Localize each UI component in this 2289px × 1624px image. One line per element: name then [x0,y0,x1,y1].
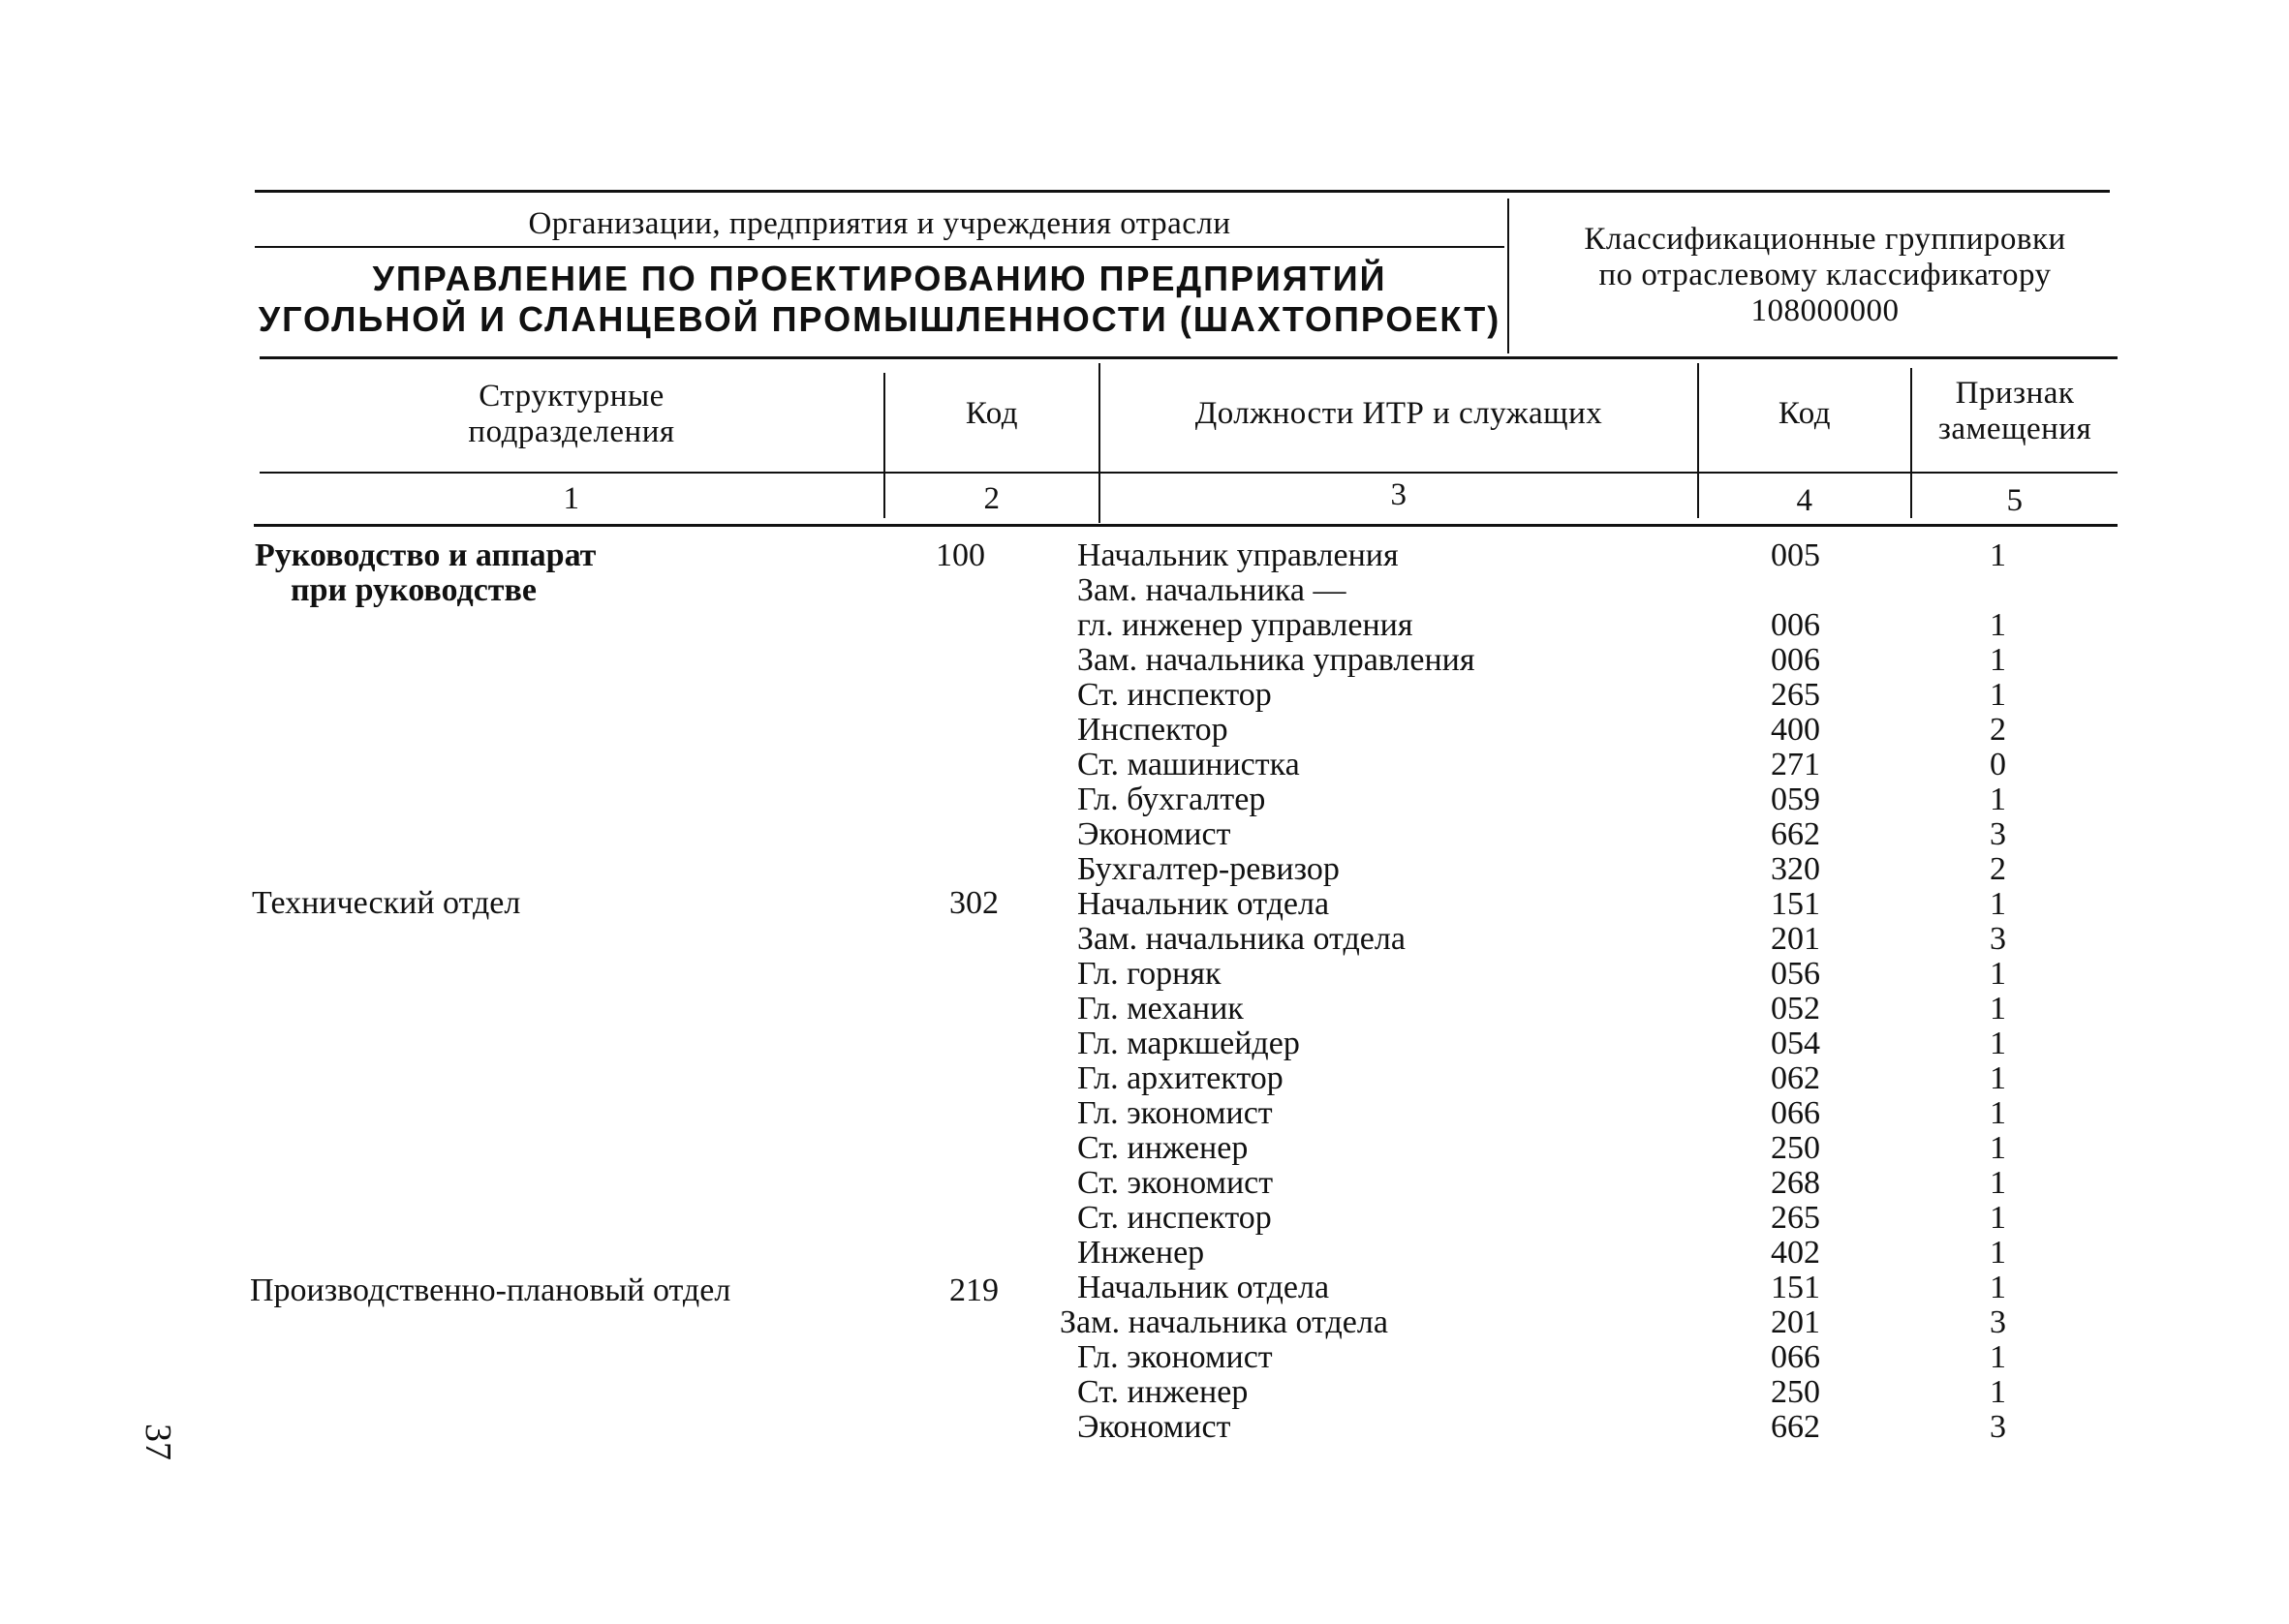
replacement-sign: 3 [1990,1409,2006,1445]
table-row [0,817,2289,852]
col3-number: 3 [1390,477,1407,512]
position-title: Ст. инспектор [1077,1200,1272,1236]
position-code: 400 [1771,712,1820,748]
col4-header: Код [1778,396,1832,431]
header-bottom-rule [254,524,2118,527]
position-code: 662 [1771,816,1820,852]
replacement-sign: 1 [1990,1235,2006,1271]
section-name: Технический отдел [252,885,521,921]
position-code: 320 [1771,851,1820,887]
table-row [0,922,2289,957]
table-row [0,748,2289,782]
position-code: 662 [1771,1409,1820,1445]
position-code: 006 [1771,642,1820,678]
position-title: Экономист [1077,1409,1231,1445]
table-row [0,1096,2289,1131]
position-code: 268 [1771,1165,1820,1201]
position-code: 201 [1771,1304,1820,1340]
position-code: 059 [1771,781,1820,817]
table-row [0,1271,2289,1305]
position-title: Инженер [1077,1235,1205,1271]
position-code: 066 [1771,1339,1820,1375]
header-mid-rule [260,472,2118,474]
col2-number: 2 [983,481,1001,516]
section-code: 100 [936,537,985,573]
table-row [0,1410,2289,1445]
position-code: 151 [1771,1270,1820,1305]
position-title: Зам. начальника отдела [1077,921,1406,957]
position-title: Зам. начальника отдела [1060,1304,1388,1340]
replacement-sign: 3 [1990,921,2006,957]
table-top-rule [260,356,2118,359]
table-row [0,1166,2289,1201]
position-title: Инспектор [1077,712,1228,748]
org-title-line1: УПРАВЛЕНИЕ ПО ПРОЕКТИРОВАНИЮ ПРЕДПРИЯТИЙ [372,259,1387,298]
position-code: 062 [1771,1060,1820,1096]
table-row [0,852,2289,887]
position-title: Гл. маркшейдер [1077,1026,1300,1061]
replacement-sign: 1 [1990,886,2006,922]
replacement-sign: 1 [1990,781,2006,817]
replacement-sign: 1 [1990,642,2006,678]
position-title: Ст. экономист [1077,1165,1274,1201]
position-title: Ст. инженер [1077,1374,1249,1410]
section-code: 219 [949,1272,999,1308]
table-row [0,643,2289,678]
table-row [0,1305,2289,1340]
position-title: Зам. начальника управления [1077,642,1475,678]
table-row [0,1061,2289,1096]
position-code: 056 [1771,956,1820,992]
table-row [0,1375,2289,1410]
position-title: Гл. горняк [1077,956,1222,992]
col5-header-line2: замещения [1937,412,2092,446]
classifier-code: 108000000 [1750,293,1900,328]
replacement-sign: 1 [1990,537,2006,573]
replacement-sign: 1 [1990,1374,2006,1410]
position-code: 271 [1771,747,1820,782]
position-title: Зам. начальника — [1077,572,1346,608]
position-title: Гл. архитектор [1077,1060,1284,1096]
position-code: 250 [1771,1374,1820,1410]
position-code: 052 [1771,991,1820,1026]
table-row [0,1201,2289,1236]
replacement-sign: 1 [1990,677,2006,713]
section-name: Производственно-плановый отдел [250,1272,731,1308]
replacement-sign: 3 [1990,816,2006,852]
replacement-sign: 1 [1990,1339,2006,1375]
replacement-sign: 0 [1990,747,2006,782]
col3-header: Должности ИТР и служащих [1194,396,1603,431]
org-caption-rule [255,246,1504,248]
table-row [0,713,2289,748]
replacement-sign: 2 [1990,851,2006,887]
position-code: 066 [1771,1095,1820,1131]
position-code: 250 [1771,1130,1820,1166]
section-code: 302 [949,885,999,921]
position-title: Бухгалтер-ревизор [1077,851,1340,887]
position-title: гл. инженер управления [1077,607,1413,643]
org-caption: Организации, предприятия и учреждения отрасли [528,206,1231,241]
col2-header: Код [965,396,1019,431]
table-row [0,1236,2289,1271]
replacement-sign: 1 [1990,1026,2006,1061]
position-title: Начальник отдела [1077,1270,1330,1305]
replacement-sign: 1 [1990,956,2006,992]
replacement-sign: 1 [1990,1095,2006,1131]
replacement-sign: 1 [1990,1130,2006,1166]
position-code: 054 [1771,1026,1820,1061]
position-title: Ст. инженер [1077,1130,1249,1166]
col1-header-line1: Структурные [479,379,665,414]
org-title-line2: УГОЛЬНОЙ И СЛАНЦЕВОЙ ПРОМЫШЛЕННОСТИ (ШАХТОПРОЕКТ) [258,299,1501,339]
table-row [0,887,2289,922]
col1-header-line2: подразделения [468,414,675,449]
table-row [0,538,2289,573]
section-name: Руководство и аппарат [255,537,597,573]
position-title: Гл. бухгалтер [1077,781,1266,817]
page-number: 37 [138,1424,178,1460]
table-row [0,573,2289,608]
classifier-line2: по отраслевому классификатору [1598,258,2052,292]
position-title: Ст. машинистка [1077,747,1300,782]
table-row [0,957,2289,992]
position-title: Гл. механик [1077,991,1244,1026]
position-title: Начальник управления [1077,537,1399,573]
position-title: Экономист [1077,816,1231,852]
classifier-line1: Классификационные группировки [1584,222,2066,257]
position-code: 005 [1771,537,1820,573]
table-row [0,1131,2289,1166]
position-code: 006 [1771,607,1820,643]
position-code: 151 [1771,886,1820,922]
col5-header-line1: Признак [1955,376,2075,411]
replacement-sign: 1 [1990,1165,2006,1201]
position-code: 265 [1771,1200,1820,1236]
position-title: Гл. экономист [1077,1339,1273,1375]
table-row [0,608,2289,643]
replacement-sign: 1 [1990,1270,2006,1305]
replacement-sign: 1 [1990,1200,2006,1236]
position-title: Ст. инспектор [1077,677,1272,713]
position-code: 402 [1771,1235,1820,1271]
col1-number: 1 [563,481,580,516]
table-row [0,1340,2289,1375]
replacement-sign: 1 [1990,991,2006,1026]
position-title: Начальник отдела [1077,886,1330,922]
header-top-rule [255,190,2110,193]
table-row [0,678,2289,713]
header-divider [1507,199,1509,353]
replacement-sign: 1 [1990,1060,2006,1096]
position-title: Гл. экономист [1077,1095,1273,1131]
table-row [0,782,2289,817]
position-code: 265 [1771,677,1820,713]
position-code: 201 [1771,921,1820,957]
col4-number: 4 [1796,483,1813,518]
col5-number: 5 [2006,483,2024,518]
replacement-sign: 1 [1990,607,2006,643]
replacement-sign: 2 [1990,712,2006,748]
section-name-cont: при руководстве [291,572,537,608]
table-row [0,1026,2289,1061]
table-row [0,992,2289,1026]
replacement-sign: 3 [1990,1304,2006,1340]
